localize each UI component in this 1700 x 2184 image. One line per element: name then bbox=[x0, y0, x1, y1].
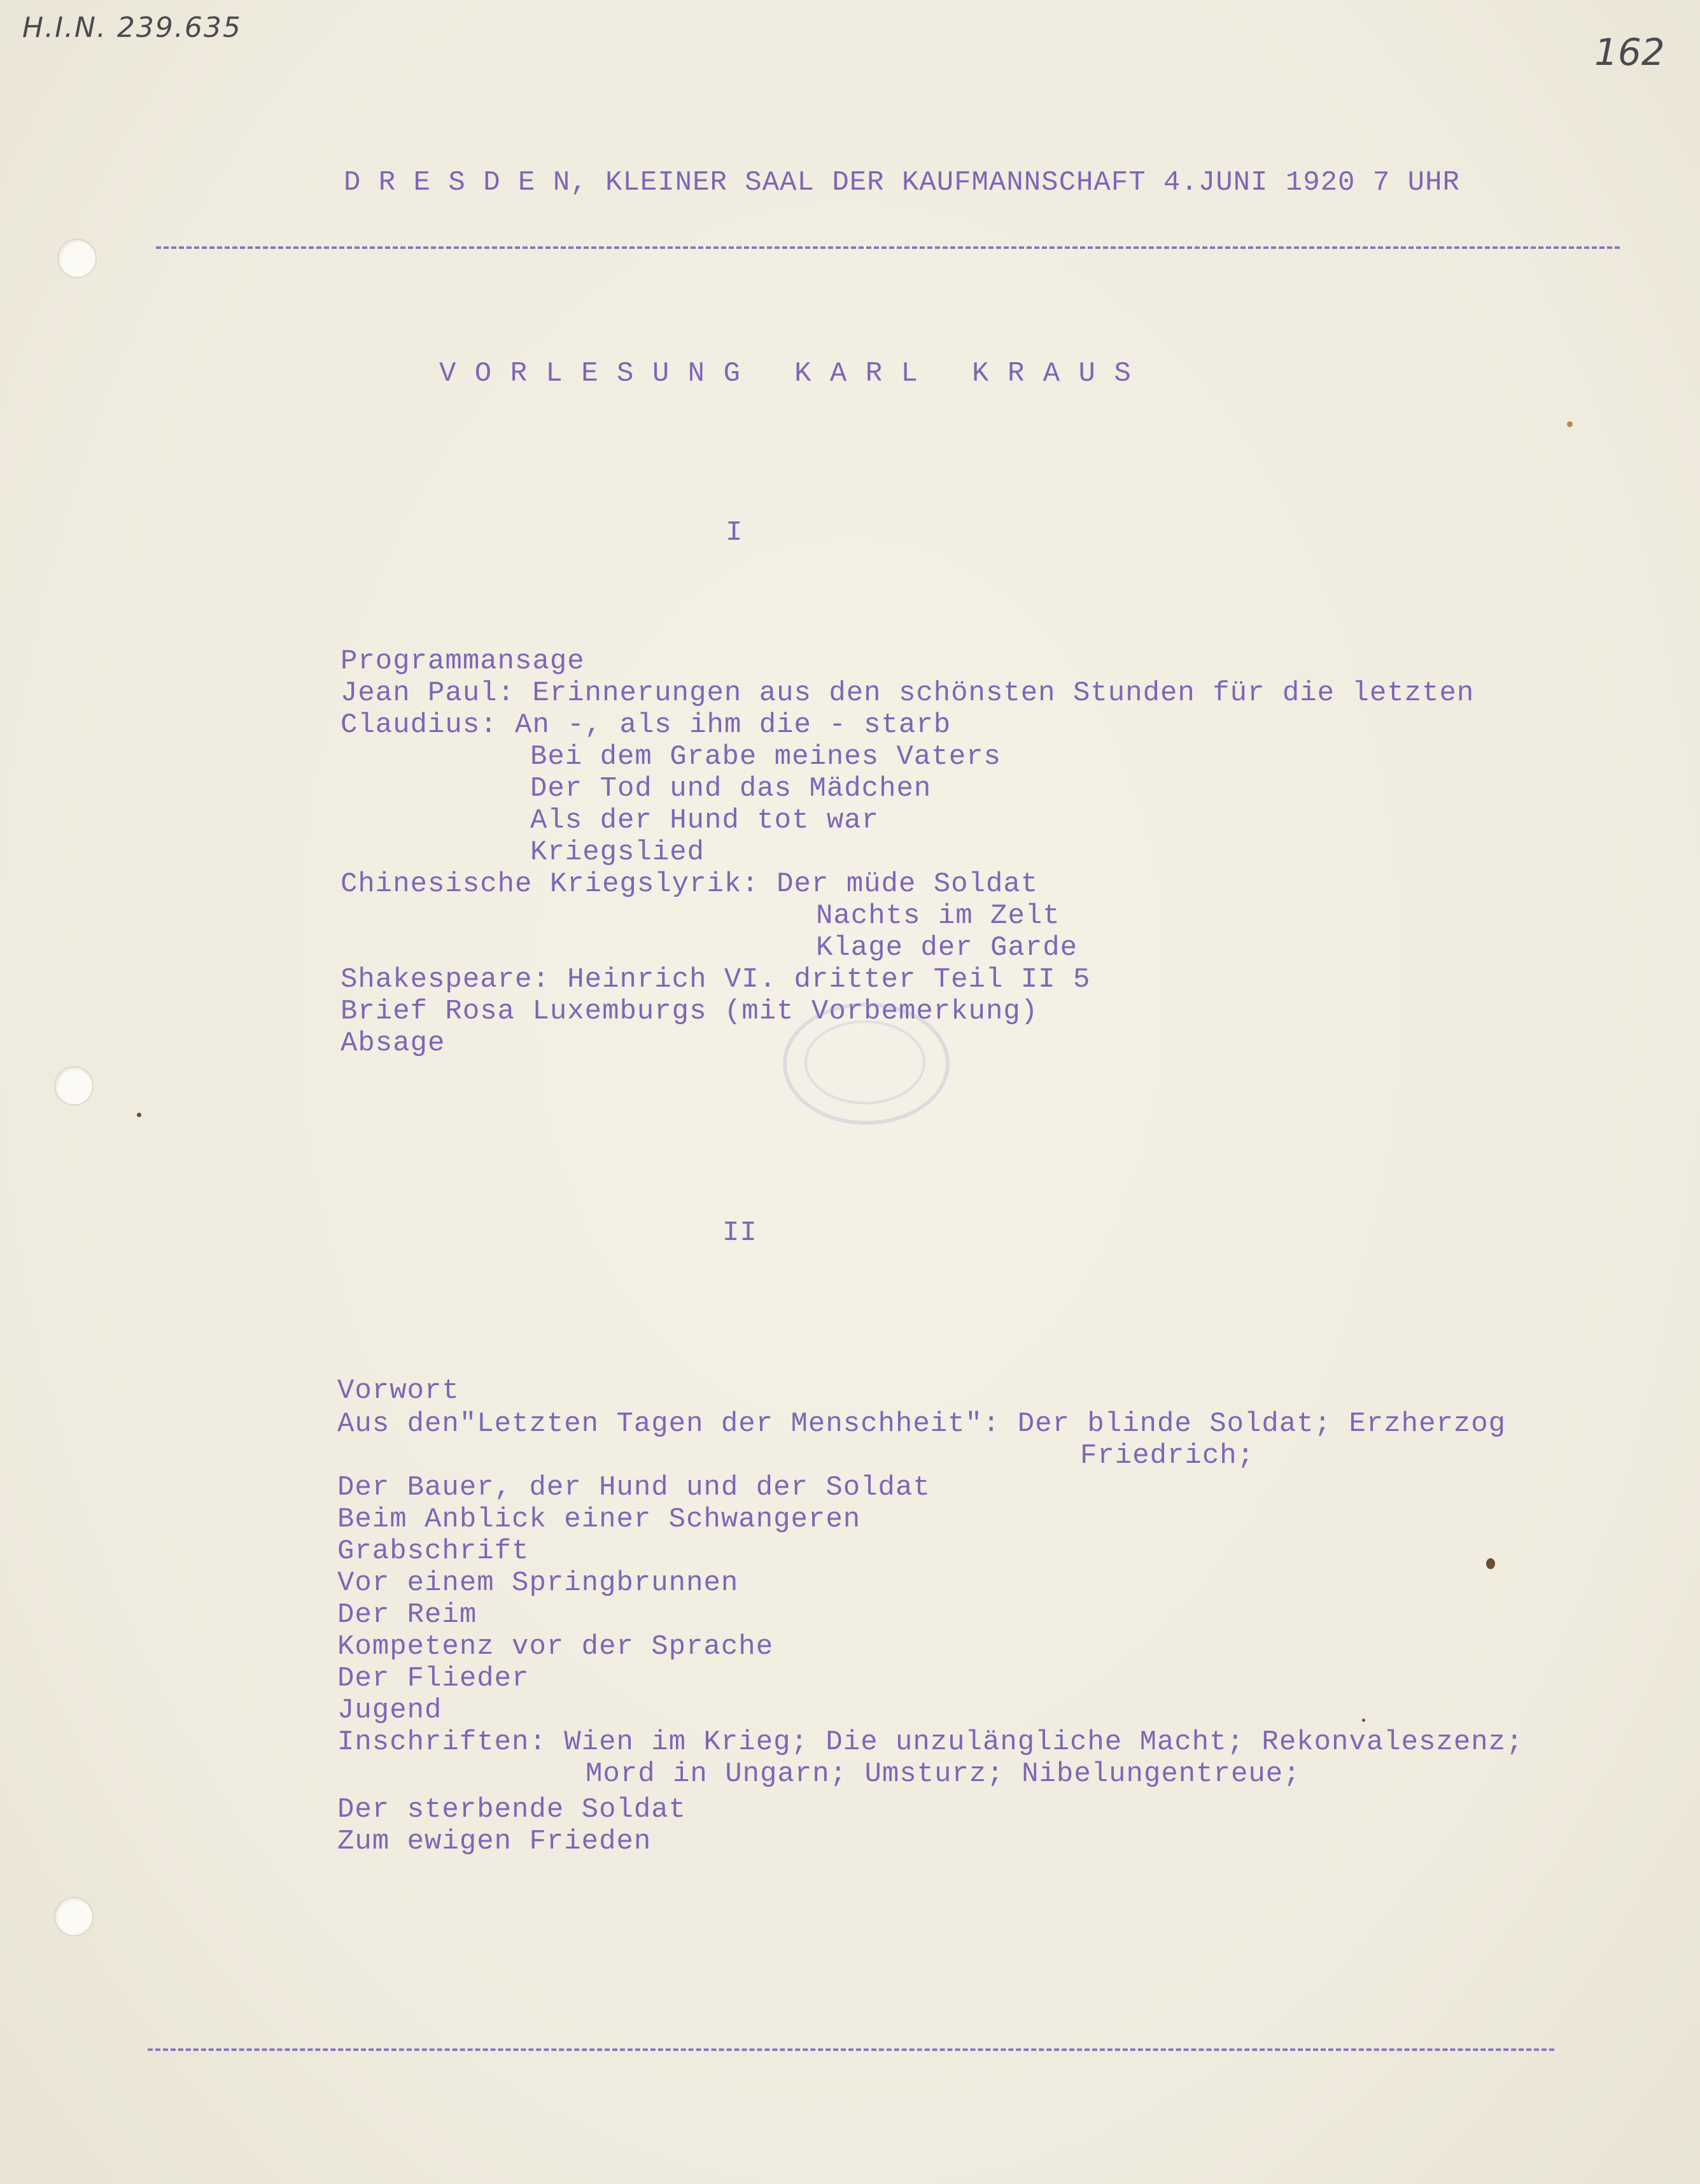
section-1-numeral: I bbox=[726, 517, 743, 549]
program-item: Nachts im Zelt bbox=[816, 900, 1060, 932]
program-item: Claudius: An -, als ihm die - starb bbox=[341, 709, 952, 741]
program-item: Bei dem Grabe meines Vaters bbox=[530, 741, 1001, 773]
program-item: Programmansage bbox=[341, 645, 585, 677]
program-item: Absage bbox=[341, 1027, 446, 1059]
program-item: Kompetenz vor der Sprache bbox=[337, 1631, 774, 1663]
footer-rule bbox=[148, 2048, 1554, 2051]
program-item: Kriegslied bbox=[530, 836, 705, 868]
section-2-numeral: II bbox=[722, 1217, 757, 1249]
program-item: Vor einem Springbrunnen bbox=[337, 1567, 739, 1599]
program-item: Der Bauer, der Hund und der Soldat bbox=[337, 1472, 931, 1504]
reading-title: V O R L E S U N G K A R L K R A U S bbox=[439, 358, 1132, 390]
paper-speck bbox=[137, 1113, 141, 1117]
program-item: Beim Anblick einer Schwangeren bbox=[337, 1504, 861, 1535]
program-item: Inschriften: Wien im Krieg; Die unzulängliche Macht; Rekonvaleszenz; bbox=[337, 1726, 1524, 1758]
program-item: Der Reim bbox=[337, 1599, 477, 1631]
punch-hole-bottom bbox=[54, 1897, 94, 1936]
paper-speck bbox=[1567, 421, 1573, 427]
program-item: Der Flieder bbox=[337, 1663, 530, 1694]
paper-speck bbox=[1486, 1558, 1495, 1569]
program-item: Brief Rosa Luxemburgs (mit Vorbemerkung) bbox=[341, 996, 1039, 1027]
punch-hole-middle bbox=[54, 1066, 94, 1106]
program-item: Grabschrift bbox=[337, 1535, 530, 1567]
program-item: Klage der Garde bbox=[816, 932, 1078, 964]
program-item: Chinesische Kriegslyrik: Der müde Soldat bbox=[341, 868, 1039, 900]
program-item: Shakespeare: Heinrich VI. dritter Teil II 5 bbox=[341, 964, 1091, 996]
program-item: Jean Paul: Erinnerungen aus den schönsten Stunden für die letzten bbox=[341, 677, 1475, 709]
program-item: Der sterbende Soldat bbox=[337, 1794, 687, 1826]
program-item: Der Tod und das Mädchen bbox=[530, 773, 932, 805]
program-item: Zum ewigen Frieden bbox=[337, 1826, 652, 1857]
header-rule bbox=[156, 246, 1620, 249]
program-item: Jugend bbox=[337, 1694, 442, 1726]
program-item: Friedrich; bbox=[1080, 1440, 1255, 1472]
program-item: Mord in Ungarn; Umsturz; Nibelungentreue; bbox=[586, 1758, 1301, 1790]
venue-line: D R E S D E N, KLEINER SAAL DER KAUFMANNSCHAFT 4.JUNI 1920 7 UHR bbox=[344, 167, 1460, 199]
folio-number: 162 bbox=[1594, 31, 1665, 74]
program-item: Als der Hund tot war bbox=[530, 805, 880, 836]
archive-stamp bbox=[783, 1003, 950, 1125]
inventory-number: H.I.N. 239.635 bbox=[22, 11, 242, 44]
program-item: Aus den"Letzten Tagen der Menschheit": Der blinde Soldat; Erzherzog bbox=[337, 1408, 1507, 1440]
punch-hole-top bbox=[57, 239, 97, 278]
program-item: Vorwort bbox=[337, 1375, 460, 1407]
paper-speck bbox=[1362, 1719, 1365, 1722]
